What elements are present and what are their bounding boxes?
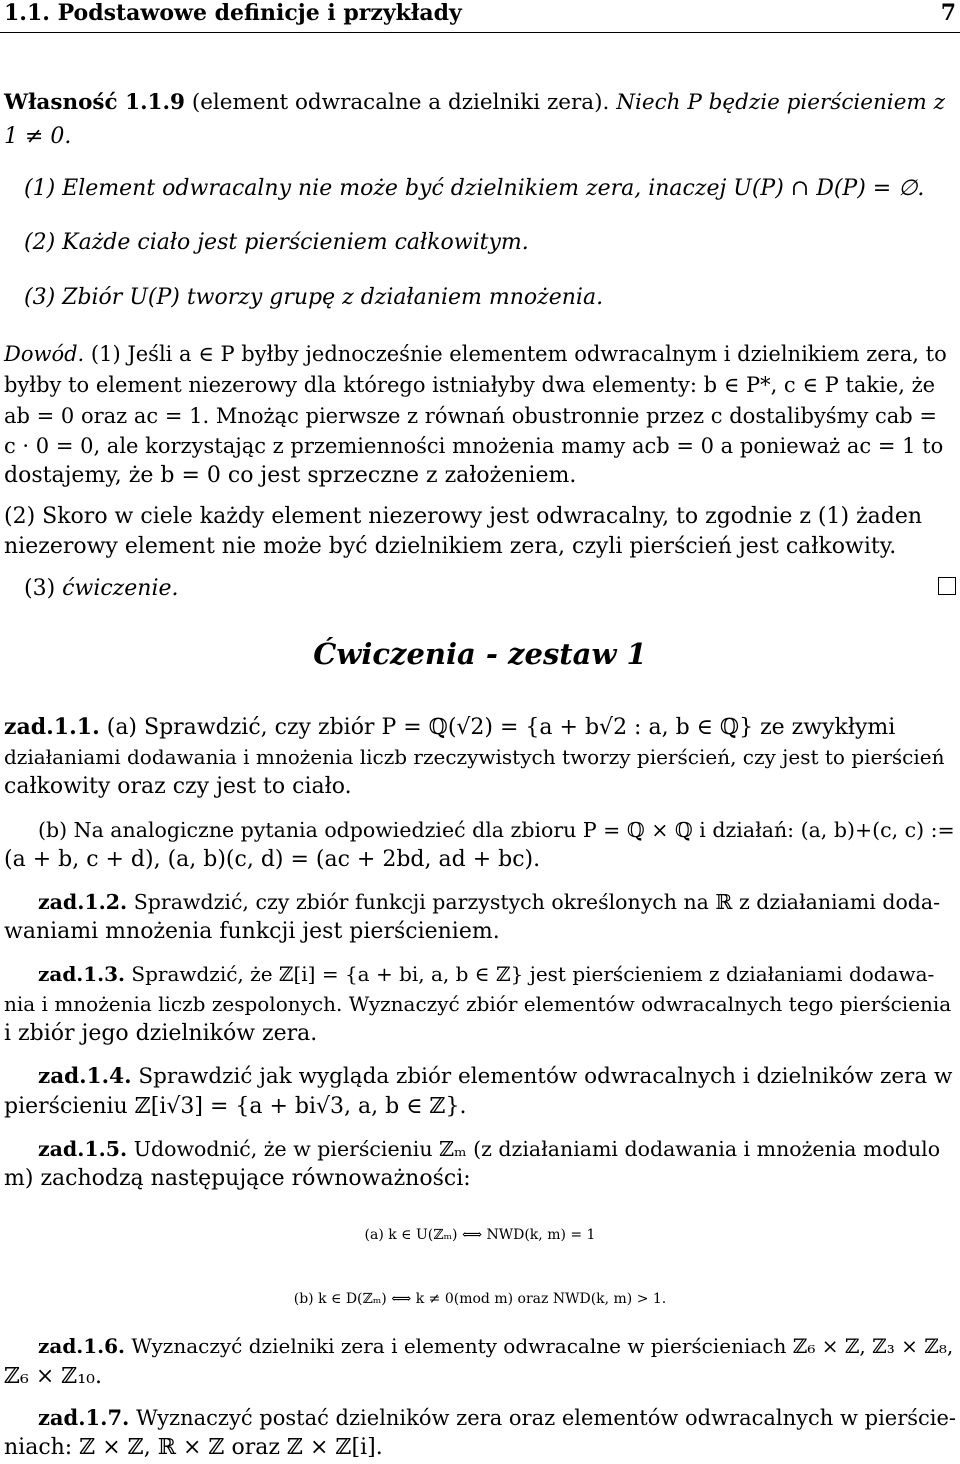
proof-line-3: ab = 0 oraz ac = 1. Mnożąc pierwsze z równań obustronnie przez c dostalibyśmy cab = [4,404,938,428]
zad-1-1b-line-1: (b) Na analogiczne pytania odpowiedzieć dla zbioru P = ℚ × ℚ i działań: (a, b)+(c, c) := [38,818,955,842]
proof-text: (1) Jeśli a ∈ P byłby jednocześnie elementem odwracalnym i dzielnikiem zera, to [90,342,947,366]
zad-1-7-line-2: niach: ℤ × ℤ, ℝ × ℤ oraz ℤ × ℤ[i]. [4,1435,383,1460]
property-statement: Niech P będzie pierścieniem z [616,90,945,115]
property-item-1: (1) Element odwracalny nie może być dzielnikiem zera, inaczej U(P) ∩ D(P) = ∅. [24,176,925,201]
property-line-1 [4,90,945,116]
proof-line-2: byłby to element niezerowy dla którego istniałyby dwa elementy: b ∈ P*, c ∈ P takie, że [4,373,936,397]
proof-label: Dowód. [4,342,85,366]
zad-1-6-line-2: ℤ₆ × ℤ₁₀. [4,1364,102,1389]
zad-1-1b-line-2: (a + b, c + d), (a, b)(c, d) = (ac + 2bd, ad + bc). [4,847,541,872]
zad-1-2-line-2: waniami mnożenia funkcji jest pierścieniem. [4,919,500,944]
zad-1-3-label: zad.1.3. [38,962,126,986]
proof-line-5: dostajemy, że b = 0 co jest sprzeczne z założeniem. [4,463,577,488]
zad-1-7-text: Wyznaczyć postać dzielników zera oraz elementów odwracalnych w pierście- [136,1406,957,1430]
zad-1-5-text: Udowodnić, że w pierścieniu ℤₘ (z działaniami dodawania i mnożenia modulo [133,1137,941,1161]
zad-1-6-text: Wyznaczyć dzielniki zera i elementy odwracalne w pierścieniach ℤ₆ × ℤ, ℤ₃ × ℤ₈, [131,1334,954,1358]
zad-1-2-line-1 [38,889,940,915]
zad-1-3-text: Sprawdzić, że ℤ[i] = {a + bi, a, b ∈ ℤ} jest pierścieniem z działaniami dodawa- [131,962,935,986]
zad-1-5-line-1 [38,1136,940,1162]
property-item-3: (3) Zbiór U(P) tworzy grupę z działaniem mnożenia. [24,285,604,310]
zad-1-1-line-3: całkowity oraz czy jest to ciało. [4,774,352,799]
zad-1-1-label: zad.1.1. [4,714,100,740]
property-item-2: (2) Każde ciało jest pierścieniem całkowitym. [24,230,529,255]
header-rule [0,32,960,33]
zad-1-5-line-2: m) zachodzą następujące równoważności: [4,1166,471,1191]
zad-1-2-text: Sprawdzić, czy zbiór funkcji parzystych określonych na ℝ z działaniami doda- [133,890,941,914]
zad-1-3-line-2: nia i mnożenia liczb zespolonych. Wyznaczyć zbiór elementów odwracalnych tego pierścienia [4,992,952,1016]
zad-1-2-label: zad.1.2. [38,890,128,914]
section-title: Ćwiczenia - zestaw 1 [313,637,647,671]
zad-1-1-text: (a) Sprawdzić, czy zbiór P = ℚ(√2) = {a + b√2 : a, b ∈ ℚ} ze zwykłymi [106,715,896,740]
proof-line-4: c · 0 = 0, ale korzystając z przemienności mnożenia mamy acb = 0 a ponieważ ac = 1 to [4,434,944,458]
proof-p2-line-1: (2) Skoro w ciele każdy element niezerowy jest odwracalny, to zgodnie z (1) żaden [4,504,923,529]
proof-p3-text: ćwiczenie. [62,576,179,601]
property-name: (element odwracalne a dzielniki zera). [191,90,610,115]
zad-1-4-label: zad.1.4. [38,1064,132,1089]
zad-1-1-line-2: działaniami dodawania i mnożenia liczb rzeczywistych tworzy pierścień, czy jest to pierścień [4,745,945,769]
zad-1-7-line-1 [38,1405,956,1431]
page-number: 7 [940,0,956,26]
zad-1-5-label: zad.1.5. [38,1137,128,1161]
zad-1-7-label: zad.1.7. [38,1405,130,1430]
header-title: 1.1. Podstawowe definicje i przykłady [4,0,462,26]
property-label: Własność 1.1.9 [4,90,185,115]
zad-1-4-line-1 [38,1064,952,1090]
proof-p3 [24,576,179,602]
zad-1-4-line-2: pierścieniu ℤ[i√3] = {a + bi√3, a, b ∈ ℤ}. [4,1094,467,1119]
zad-1-3-line-3: i zbiór jego dzielników zera. [4,1021,318,1046]
zad-1-6-line-1 [38,1333,953,1359]
zad-1-3-line-1 [38,961,934,987]
proof-line-1 [4,341,947,367]
property-line-2: 1 ≠ 0. [4,124,72,149]
zad-1-1-line-1 [4,714,895,741]
proof-p2-line-2: niezerowy element nie może być dzielnikiem zera, czyli pierścień jest całkowity. [4,534,897,559]
zad-1-4-text: Sprawdzić jak wygląda zbiór elementów odwracalnych i dzielników zera w [138,1064,953,1089]
qed-square-icon [938,577,956,595]
running-header [4,0,956,26]
proof-p3-number: (3) [24,576,56,601]
zad-1-6-label: zad.1.6. [38,1334,126,1358]
equivalence-a: (a) k ∈ U(ℤₘ) ⟺ NWD(k, m) = 1 [364,1227,596,1243]
equivalence-b: (b) k ∈ D(ℤₘ) ⟺ k ≠ 0(mod m) oraz NWD(k, m) > 1. [293,1291,667,1307]
